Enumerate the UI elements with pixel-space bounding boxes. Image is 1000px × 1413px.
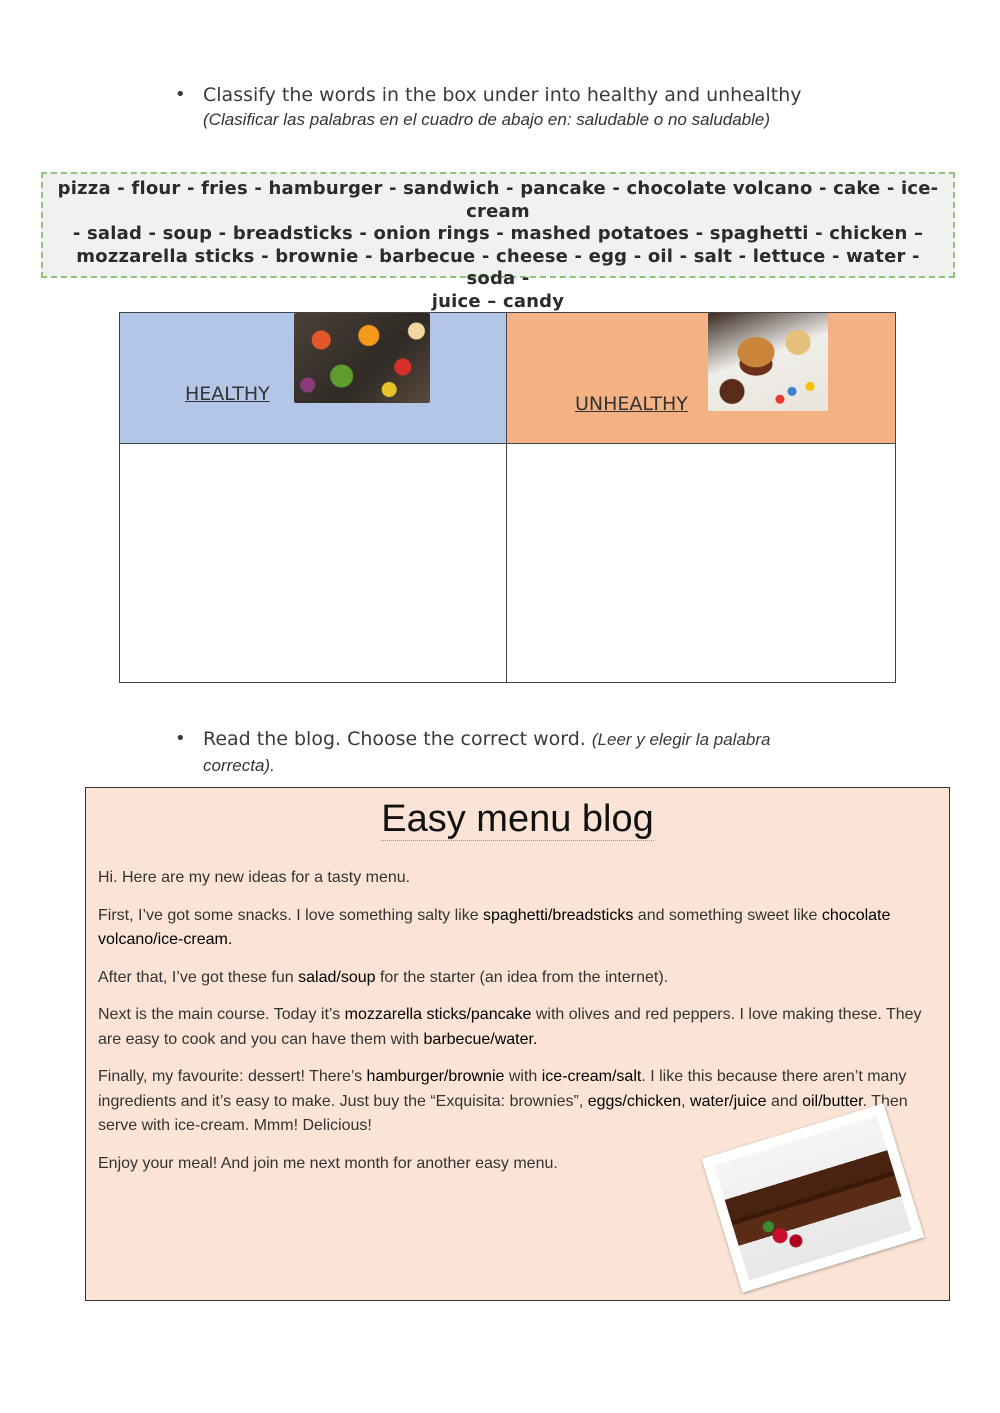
blog-paragraph xyxy=(98,904,936,953)
blog-paragraph xyxy=(98,1003,936,1052)
bullet: • xyxy=(175,84,186,105)
instruction-translation: (Leer y elegir la palabra xyxy=(591,730,771,749)
text: First, I’ve got some snacks. I love something salty like xyxy=(98,906,484,924)
classification-table xyxy=(119,312,896,683)
word-choice[interactable]: salad/soup xyxy=(298,968,376,986)
text: , xyxy=(681,1092,691,1110)
text: with olives and red peppers. I love making these. They are easy to cook and you can have them with xyxy=(98,1006,922,1048)
word-box-line: pizza - flour - fries - hamburger - sandwich - pancake - chocolate volcano - cake - ice-cream xyxy=(57,178,939,222)
text: with xyxy=(504,1068,542,1085)
instruction-translation-cont: correcta). xyxy=(203,756,275,775)
healthy-label: HEALTHY xyxy=(185,383,270,405)
text: . Then serve with ice-cream. Mmm! Delicious! xyxy=(98,1092,908,1134)
unhealthy-header-cell xyxy=(507,313,896,444)
bullet: • xyxy=(175,728,186,749)
word-choice[interactable]: chocolate volcano/ice-cream. xyxy=(98,906,891,948)
text: Next is the main course. Today it’s xyxy=(98,1006,345,1023)
text: Finally, my favourite: dessert! There’s xyxy=(98,1068,367,1085)
text: and something sweet like xyxy=(633,906,822,924)
text: and xyxy=(766,1092,803,1110)
word-choice[interactable]: barbecue/water. xyxy=(423,1030,538,1048)
healthy-header-cell xyxy=(120,313,507,444)
word-box-line: - salad - soup - breadsticks - onion rings - mashed potatoes - spaghetti - chicken – xyxy=(72,223,924,244)
word-choice[interactable]: ice-cream/salt xyxy=(541,1068,642,1085)
blog-paragraph xyxy=(98,966,936,991)
healthy-answer-cell[interactable] xyxy=(120,444,507,683)
word-box-line: juice – candy xyxy=(431,290,565,312)
text: . I like this because there aren’t many ingredients and it’s easy to make. Just buy the “Exquisita: brownies”, xyxy=(98,1068,907,1110)
instruction-main: Read the blog. Choose the correct word. xyxy=(203,728,586,750)
junk-food-photo xyxy=(708,313,828,411)
text: After that, I’ve got these fun xyxy=(98,968,299,986)
word-choice[interactable]: water/juice xyxy=(690,1092,767,1110)
instruction-text xyxy=(203,728,770,750)
instruction-text: Classify the words in the box under into healthy and unhealthy xyxy=(203,84,802,106)
word-choice[interactable]: eggs/chicken xyxy=(587,1092,682,1110)
unhealthy-answer-cell[interactable] xyxy=(507,444,896,683)
word-box xyxy=(41,172,955,312)
word-choice[interactable]: hamburger/brownie xyxy=(366,1068,505,1085)
word-box-line: mozzarella sticks - brownie - barbecue - cheese - egg - oil - salt - lettuce - water - soda - xyxy=(76,245,920,289)
instruction-translation: (Clasificar las palabras en el cuadro de abajo en: saludable o no saludable) xyxy=(203,110,771,129)
word-choice[interactable]: oil/butter xyxy=(802,1092,863,1110)
blog-title xyxy=(86,798,949,841)
word-choice[interactable]: spaghetti/breadsticks xyxy=(483,906,634,924)
blog-title-text: Easy menu blog xyxy=(381,798,654,840)
vegetables-photo xyxy=(294,313,430,403)
blog-paragraph: Hi. Here are my new ideas for a tasty menu. xyxy=(98,869,411,886)
word-choice[interactable]: mozzarella sticks/pancake xyxy=(344,1006,532,1023)
blog-paragraph: Enjoy your meal! And join me next month for another easy menu. xyxy=(98,1154,558,1172)
unhealthy-label: UNHEALTHY xyxy=(575,393,688,415)
text: for the starter (an idea from the internet). xyxy=(375,968,669,986)
